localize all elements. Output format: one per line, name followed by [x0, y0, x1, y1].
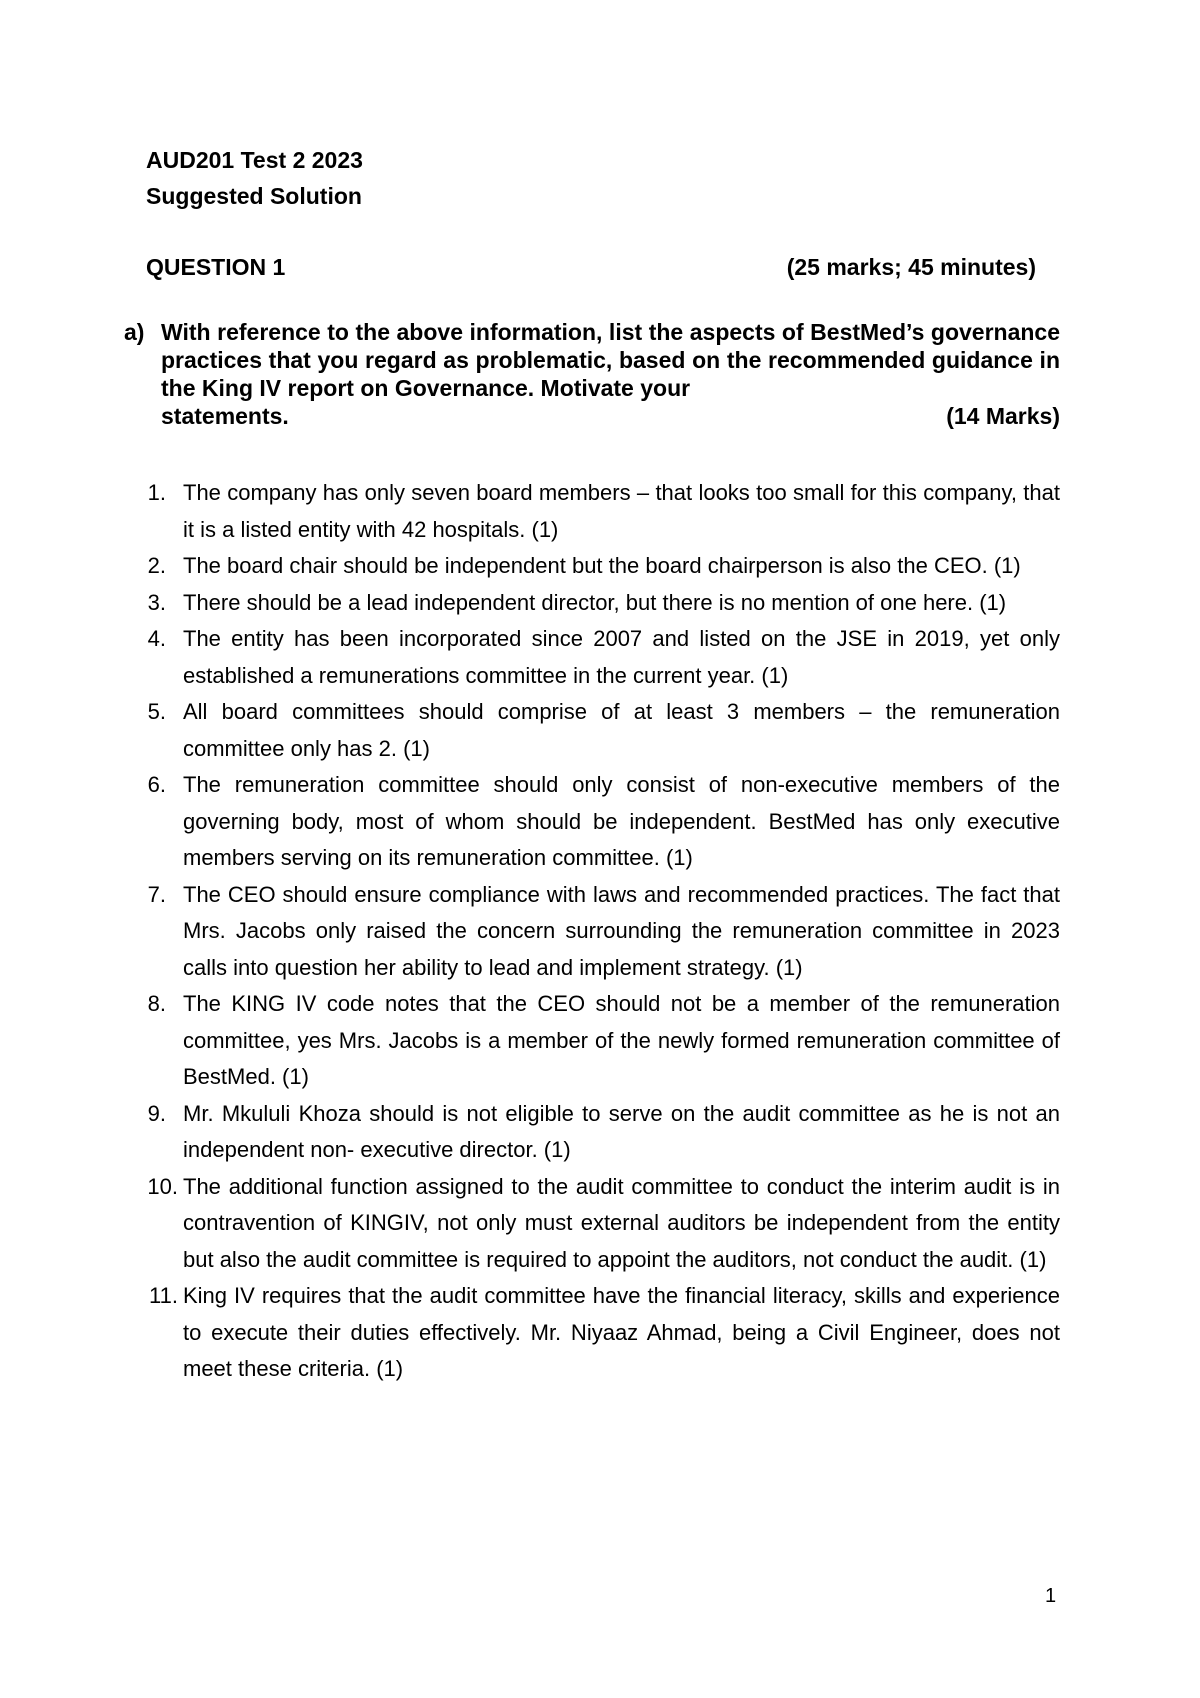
list-item	[0, 877, 1200, 987]
part-a-marks: (14 Marks)	[946, 403, 1060, 429]
list-item	[0, 548, 1200, 585]
list-item-text: The entity has been incorporated since 2007 and listed on the JSE in 2019, yet only established a remunerations committee in the current year. (1)	[183, 626, 1060, 688]
list-item-number: 1.	[147, 480, 166, 505]
answer-list	[0, 475, 1200, 1388]
list-item-number: 8.	[147, 991, 166, 1016]
list-item-text: King IV requires that the audit committee have the financial literacy, skills and experience to execute their duties effectively. Mr. Niyaaz Ahmad, being a Civil Engineer, does not meet these criteria. (1)	[183, 1283, 1060, 1381]
list-item	[0, 986, 1200, 1096]
list-item-text: The company has only seven board members – that looks too small for this company, that it is a listed entity with 42 hospitals. (1)	[183, 480, 1060, 542]
question-label: QUESTION 1	[146, 254, 286, 280]
list-item-text: The remuneration committee should only consist of non-executive members of the governing body, most of whom should be independent. BestMed has only executive members serving on its remuneration committee. (1)	[183, 772, 1060, 870]
part-a-label: a)	[124, 319, 145, 345]
list-item-number: 10.	[147, 1173, 178, 1199]
list-item-number: 9.	[147, 1100, 166, 1126]
question-header	[146, 254, 1036, 284]
question-marks: (25 marks; 45 minutes)	[786, 254, 1036, 280]
list-item-number: 7.	[147, 881, 166, 907]
list-item-text: The KING IV code notes that the CEO should not be a member of the remuneration committee, yes Mrs. Jacobs is a member of the newly formed remuneration committee of BestMed. (1)	[183, 991, 1060, 1089]
list-item	[0, 1096, 1200, 1169]
list-item	[0, 694, 1200, 767]
list-item-number: 4.	[147, 626, 166, 651]
list-item	[0, 1278, 1200, 1388]
list-item-text: There should be a lead independent director, but there is no mention of one here. (1)	[183, 589, 1007, 615]
list-item-text: Mr. Mkululi Khoza should is not eligible to serve on the audit committee as he is not an independent non- executive director. (1)	[183, 1100, 1060, 1162]
list-item	[0, 767, 1200, 877]
list-item-text: The board chair should be independent but the board chairperson is also the CEO. (1)	[183, 553, 1021, 578]
list-item	[0, 585, 1200, 622]
list-item-text: The additional function assigned to the audit committee to conduct the interim audit is in contravention of KINGIV, not only must external auditors be independent from the entity but also the audit committee is required to appoint the auditors, not conduct the audit. (1)	[183, 1173, 1060, 1272]
part-a-last-word: statements.	[161, 403, 289, 429]
document-title: AUD201 Test 2 2023	[146, 147, 363, 173]
list-item-number: 2.	[147, 553, 166, 578]
list-item	[0, 621, 1200, 694]
part-a-text: With reference to the above information, list the aspects of BestMed’s governance practices that you regard as problematic, based on the recommended guidance in the King IV report on Governance. Motivate your	[161, 319, 1060, 401]
list-item-number: 6.	[147, 772, 166, 797]
list-item-text: The CEO should ensure compliance with laws and recommended practices. The fact that Mrs. Jacobs only raised the concern surrounding the remuneration committee in 2023 calls into question her ability to lead and implement strategy. (1)	[183, 881, 1060, 980]
list-item-number: 11.	[149, 1283, 178, 1308]
document-subtitle: Suggested Solution	[146, 183, 362, 209]
list-item	[0, 1169, 1200, 1279]
page-number: 1	[1045, 1585, 1057, 1607]
list-item	[0, 475, 1200, 548]
list-item-number: 5.	[147, 699, 166, 724]
list-item-number: 3.	[147, 589, 166, 615]
list-item-text: All board committees should comprise of at least 3 members – the remuneration committee only has 2. (1)	[183, 699, 1060, 761]
